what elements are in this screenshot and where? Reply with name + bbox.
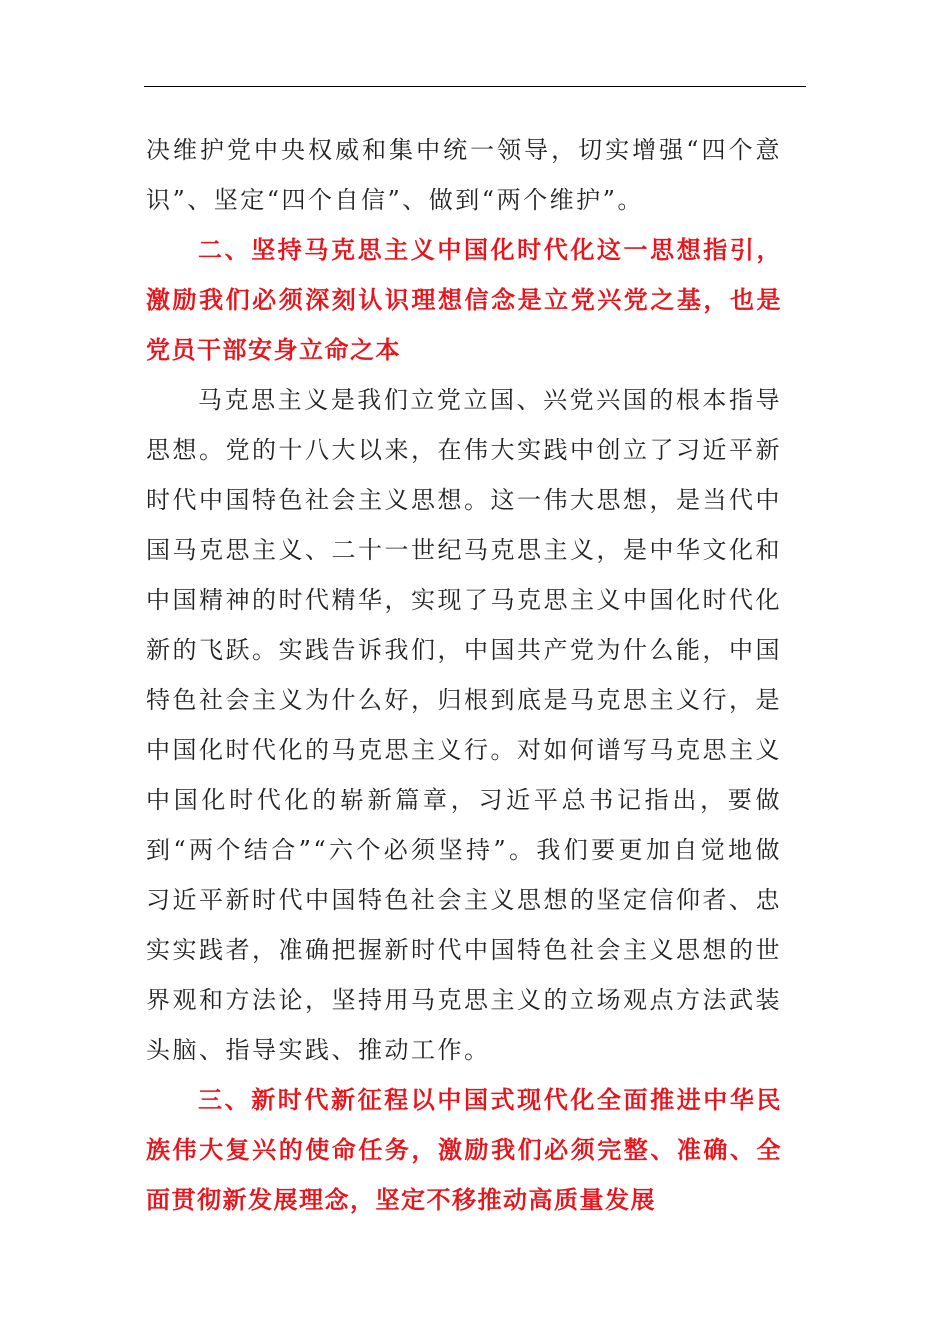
header-rule [144, 86, 806, 87]
continuation-paragraph: 决维护党中央权威和集中统一领导，切实增强“四个意识”、坚定“四个自信”、做到“两个维护”。 [146, 136, 782, 214]
section-three-heading: 三、新时代新征程以中国式现代化全面推进中华民族伟大复兴的使命任务，激励我们必须完整、准确、全面贯彻新发展理念，坚定不移推动高质量发展 [146, 1086, 782, 1214]
section-two-paragraph: 马克思主义是我们立党立国、兴党兴国的根本指导思想。党的十八大以来，在伟大实践中创立了习近平新时代中国特色社会主义思想。这一伟大思想，是当代中国马克思主义、二十一世纪马克思主义，是中华文化和中国精神的时代精华，实现了马克思主义中国化时代化新的飞跃。实践告诉我们，中国共产党为什么能，中国特色社会主义为什么好，归根到底是马克思主义行，是中国化时代化的马克思主义行。对如何谱写马克思主义中国化时代化的崭新篇章，习近平总书记指出，要做到“两个结合”“六个必须坚持”。我们要更加自觉地做习近平新时代中国特色社会主义思想的坚定信仰者、忠实实践者，准确把握新时代中国特色社会主义思想的世界观和方法论，坚持用马克思主义的立场观点方法武装头脑、指导实践、推动工作。 [146, 386, 782, 1064]
document-body [146, 125, 782, 1225]
section-two-heading: 二、坚持马克思主义中国化时代化这一思想指引，激励我们必须深刻认识理想信念是立党兴党之基，也是党员干部安身立命之本 [146, 236, 782, 364]
